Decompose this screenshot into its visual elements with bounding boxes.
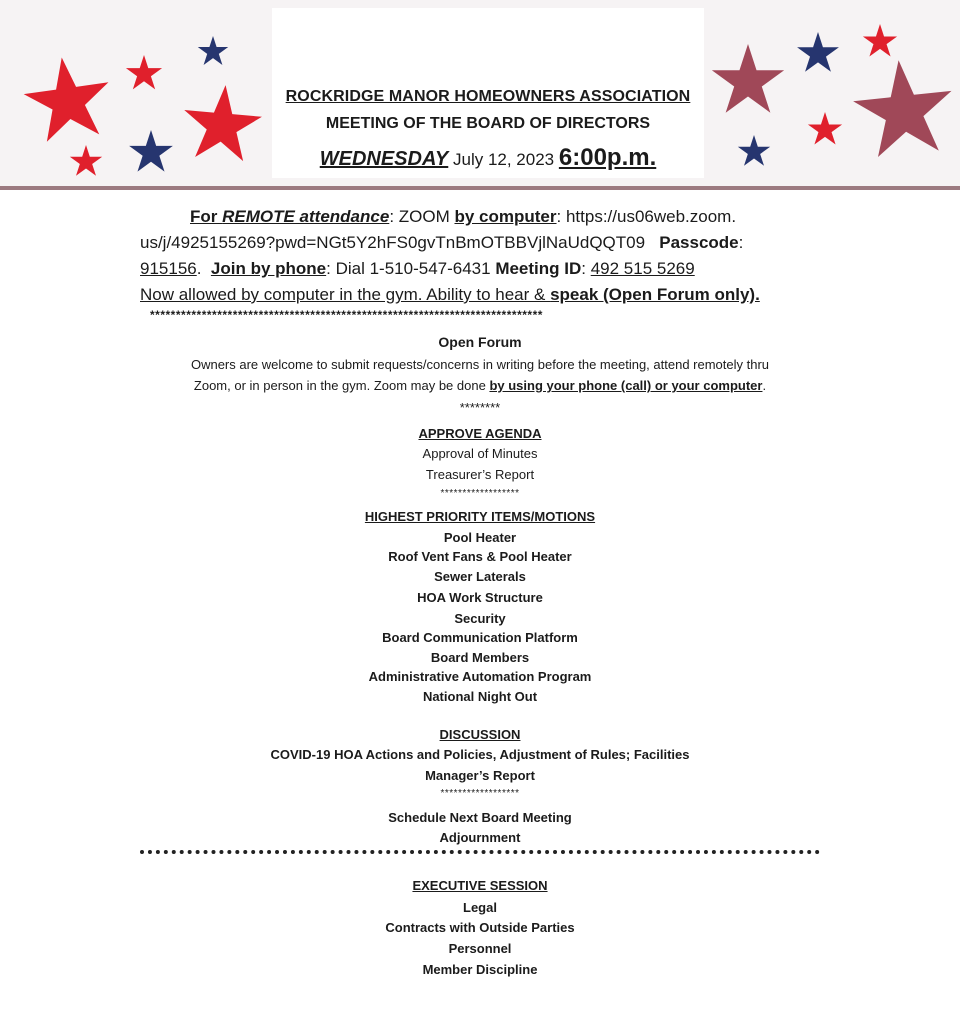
- passcode-label: Passcode: [659, 233, 739, 252]
- open-forum-text-2b: by using your phone (call) or your computer: [489, 378, 763, 393]
- executive-item: Contracts with Outside Parties: [385, 920, 575, 935]
- meeting-day: WEDNESDAY: [319, 148, 449, 170]
- header-banner: [0, 0, 960, 190]
- meeting-date: July 12, 2023: [453, 150, 555, 169]
- priority-item: Board Members: [430, 650, 530, 665]
- zoom-url-start[interactable]: : https://us06web.zoom.: [556, 207, 737, 226]
- passcode-value: 915156: [140, 259, 197, 278]
- approve-item: Treasurer’s Report: [425, 467, 535, 482]
- remote-line-3: 915156. Join by phone: Dial 1-510-547-6431 Meeting ID: 492 515 5269: [140, 259, 695, 278]
- approve-agenda-title: APPROVE AGENDA: [418, 426, 542, 441]
- executive-item: Member Discipline: [422, 962, 538, 977]
- open-forum-stars: ********: [459, 400, 501, 415]
- approve-item: Approval of Minutes: [422, 446, 538, 461]
- discussion-item: COVID-19 HOA Actions and Policies, Adjustment of Rules; Facilities: [270, 747, 690, 762]
- meeting-title: MEETING OF THE BOARD OF DIRECTORS: [325, 115, 651, 132]
- maroon-star-icon: [712, 44, 784, 113]
- open-forum-text-2c: .: [762, 378, 767, 393]
- speak-text: speak (Open Forum only).: [550, 285, 760, 304]
- executive-title: EXECUTIVE SESSION: [412, 878, 548, 893]
- open-forum-title: Open Forum: [438, 334, 522, 350]
- meeting-id-value: 492 515 5269: [590, 259, 695, 278]
- passcode-colon: :: [738, 233, 744, 252]
- red-star-icon: [863, 24, 897, 57]
- priority-title: HIGHEST PRIORITY ITEMS/MOTIONS: [364, 509, 596, 524]
- adjournment-item: Adjournment: [439, 830, 521, 845]
- priority-item: National Night Out: [422, 689, 538, 704]
- remote-line-1: [140, 204, 840, 230]
- meeting-datetime: [272, 144, 704, 172]
- priority-item: Administrative Automation Program: [368, 669, 592, 684]
- remote-label: REMOTE attendance: [222, 207, 390, 226]
- dial-number: : Dial 1-510-547-6431: [326, 259, 496, 278]
- maroon-star-icon: [849, 55, 957, 159]
- red-star-icon: [70, 145, 102, 176]
- remote-line-2: [140, 230, 840, 256]
- priority-item: Roof Vent Fans & Pool Heater: [388, 549, 572, 564]
- for-label: For: [190, 207, 223, 226]
- allowed-text: Now allowed by computer in the gym. Ability to hear &: [140, 285, 551, 304]
- org-title: ROCKRIDGE MANOR HOMEOWNERS ASSOCIATION: [285, 88, 691, 105]
- blue-star-icon: [198, 36, 228, 65]
- remote-attendance: [140, 204, 840, 308]
- schedule-item: Schedule Next Board Meeting: [388, 810, 572, 825]
- zoom-url-end[interactable]: us/j/4925155269?pwd=NGt5Y2hFS0gvTnBmOTBBVjlNaUdQQT09: [140, 233, 646, 252]
- blue-star-icon: [129, 130, 173, 172]
- banner-border: [0, 186, 960, 190]
- priority-item: Pool Heater: [443, 530, 517, 545]
- remote-line-4: [140, 282, 840, 308]
- approve-stars: ******************: [440, 488, 520, 499]
- discussion-stars: ******************: [440, 788, 520, 799]
- open-forum-text-2: [0, 378, 960, 393]
- discussion-item: Manager’s Report: [425, 768, 535, 783]
- blue-star-icon: [738, 135, 770, 166]
- blue-star-icon: [797, 32, 839, 72]
- discussion-title: DISCUSSION: [439, 727, 521, 742]
- red-star-icon: [19, 51, 115, 144]
- red-star-icon: [180, 82, 264, 163]
- open-forum-text-1: Owners are welcome to submit requests/concerns in writing before the meeting, attend remotely thru: [190, 357, 770, 372]
- red-star-icon: [808, 112, 842, 145]
- executive-item: Personnel: [448, 941, 512, 956]
- meeting-time: 6:00p.m.: [558, 144, 657, 171]
- priority-item: Board Communication Platform: [382, 630, 578, 645]
- join-phone-label: Join by phone: [210, 259, 327, 278]
- priority-item: Security: [454, 611, 506, 626]
- priority-item: Sewer Laterals: [434, 569, 526, 584]
- executive-item: Legal: [463, 900, 497, 915]
- red-star-icon: [126, 55, 162, 89]
- dotted-divider: [140, 850, 820, 854]
- title-box: [272, 8, 704, 178]
- by-computer-label: by computer: [454, 207, 557, 226]
- open-forum-text-2a: Zoom, or in person in the gym. Zoom may be done: [193, 378, 490, 393]
- separator-stars: ****************************************************************************: [150, 308, 543, 322]
- meeting-id-label: Meeting ID: [495, 259, 582, 278]
- priority-item: HOA Work Structure: [417, 590, 543, 605]
- zoom-label: : ZOOM: [389, 207, 455, 226]
